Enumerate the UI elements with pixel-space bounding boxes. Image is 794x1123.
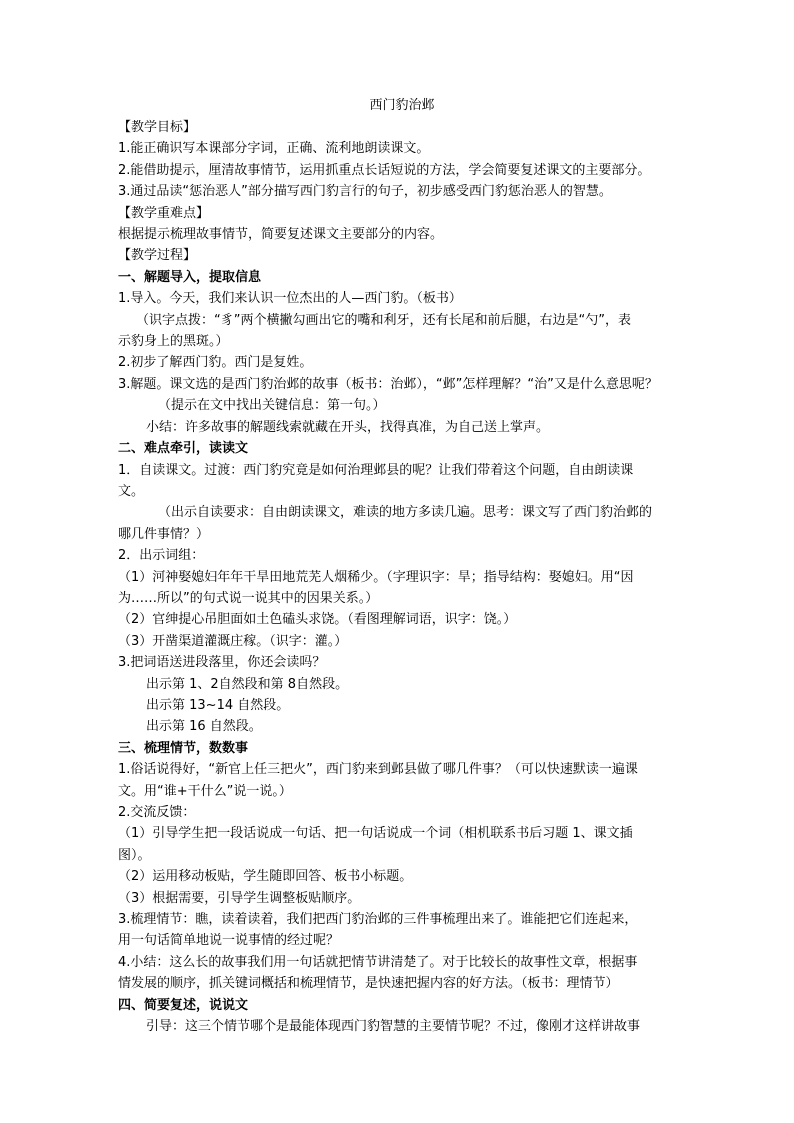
- section-heading: 一、解题导入，提取信息: [118, 269, 262, 285]
- text-line: 根据提示梳理故事情节，简要复述课文主要部分的内容。: [118, 227, 444, 243]
- text-line: 出示第 13~14 自然段。: [146, 697, 290, 713]
- text-line: 2.能借助提示，厘清故事情节，运用抓重点长话短说的方法，学会简要复述课文的主要部分。: [118, 162, 651, 178]
- text-line: 2.初步了解西门豹。西门是复姓。: [118, 355, 313, 371]
- text-line: （3）根据需要，引导学生调整板贴顺序。: [118, 890, 361, 906]
- text-line: 2.交流反馈：: [118, 805, 196, 820]
- text-line: 3.通过品读“惩治恶人”部分描写西门豹言行的句子，初步感受西门豹惩治恶人的智慧。: [118, 184, 612, 200]
- text-line: 出示第 16 自然段。: [146, 719, 262, 735]
- text-line: 图）。: [118, 847, 151, 863]
- text-line: 情发展的顺序，抓关键词概括和梳理情节，是快速把握内容的好方法。（板书：理情节）: [118, 976, 619, 992]
- text-line: （1）引导学生把一段话说成一句话、把一句话说成一个词（相机联系书后习题 1、课文插: [118, 826, 633, 842]
- text-line: （出示自读要求：自由朗读课文，难读的地方多读几遍。思考：课文写了西门豹治邺的: [158, 505, 653, 521]
- text-line: 出示第 1、2自然段和第 8自然段。: [146, 676, 349, 692]
- text-line: 1.能正确识写本课部分字词，正确、流利地朗读课文。: [118, 141, 430, 157]
- text-line: （1）河神娶媳妇年年干旱田地荒芜人烟稀少。（字理识字：旱；指导结构：娶媳妇。用“因: [118, 569, 634, 585]
- text-line: 【教学过程】: [118, 248, 197, 264]
- text-line: 1.导入。今天，我们来认识一位杰出的人—西门豹。（板书）: [118, 291, 462, 307]
- text-line: 3.把词语送进段落里，你还会读吗？: [118, 655, 326, 671]
- text-line: （3）开凿渠道灌溉庄稼。（识字：灌。）: [118, 633, 348, 649]
- text-line: 1．自读课文。过渡：西门豹究竟是如何治理邺县的呢？让我们带着这个问题，自由朗读课: [118, 462, 634, 478]
- section-heading: 四、简要复述，说说文: [118, 997, 249, 1013]
- document-body: [118, 95, 686, 1037]
- text-line: 1.俗话说得好，“新官上任三把火”，西门豹来到邺县做了哪几件事？（可以快速默读一遍课: [118, 762, 638, 778]
- text-line: 哪几件事情？）: [118, 526, 210, 542]
- text-line: （提示在文中找出关键信息：第一句。）: [158, 398, 386, 414]
- text-line: 示豹身上的黑斑。）: [118, 334, 229, 350]
- text-line: （2）运用移动板贴，学生随即回答、板书小标题。: [118, 869, 413, 885]
- text-line: 2．出示词组：: [118, 548, 205, 564]
- text-line: 【教学重难点】: [118, 205, 210, 221]
- text-line: 引导：这三个情节哪个是最能体现西门豹智慧的主要情节呢？不过，像刚才这样讲故事: [146, 1019, 641, 1035]
- text-line: 文。: [118, 483, 145, 499]
- text-line: 【教学目标】: [118, 120, 197, 135]
- text-line: 用一句话简单地说一说事情的经过呢？: [118, 933, 340, 949]
- text-line: 3.解题。课文选的是西门豹治邺的故事（板书：治邺），“邺”怎样理解？“治”又是什么意思呢？: [118, 376, 658, 392]
- text-line: 为……所以”的句式说一说其中的因果关系。）: [118, 590, 379, 606]
- section-heading: 三、梳理情节，数数事: [118, 740, 249, 756]
- section-heading: 二、难点牵引，读读文: [118, 441, 249, 457]
- text-line: 4.小结：这么长的故事我们用一句话就把情节讲清楚了。对于比较长的故事性文章，根据事: [118, 954, 638, 970]
- document-lines: [118, 117, 686, 1037]
- text-line: （识字点拨：“豸”两个横撇勾画出它的嘴和利牙，还有长尾和前后腿，右边是“勺”，表: [136, 312, 631, 328]
- text-line: 小结：许多故事的解题线索就藏在开头，找得真准，为自己送上掌声。: [146, 419, 550, 435]
- page-title: 西门豹治邺: [369, 98, 435, 113]
- text-line: （2）官绅提心吊胆面如土色磕头求饶。（看图理解词语，识字：饶。）: [118, 612, 517, 628]
- text-line: 文。用“谁+干什么”说一说。）: [118, 783, 292, 799]
- text-line: 3.梳理情节：瞧，读着读着，我们把西门豹治邺的三件事梳理出来了。谁能把它们连起来，: [118, 912, 638, 928]
